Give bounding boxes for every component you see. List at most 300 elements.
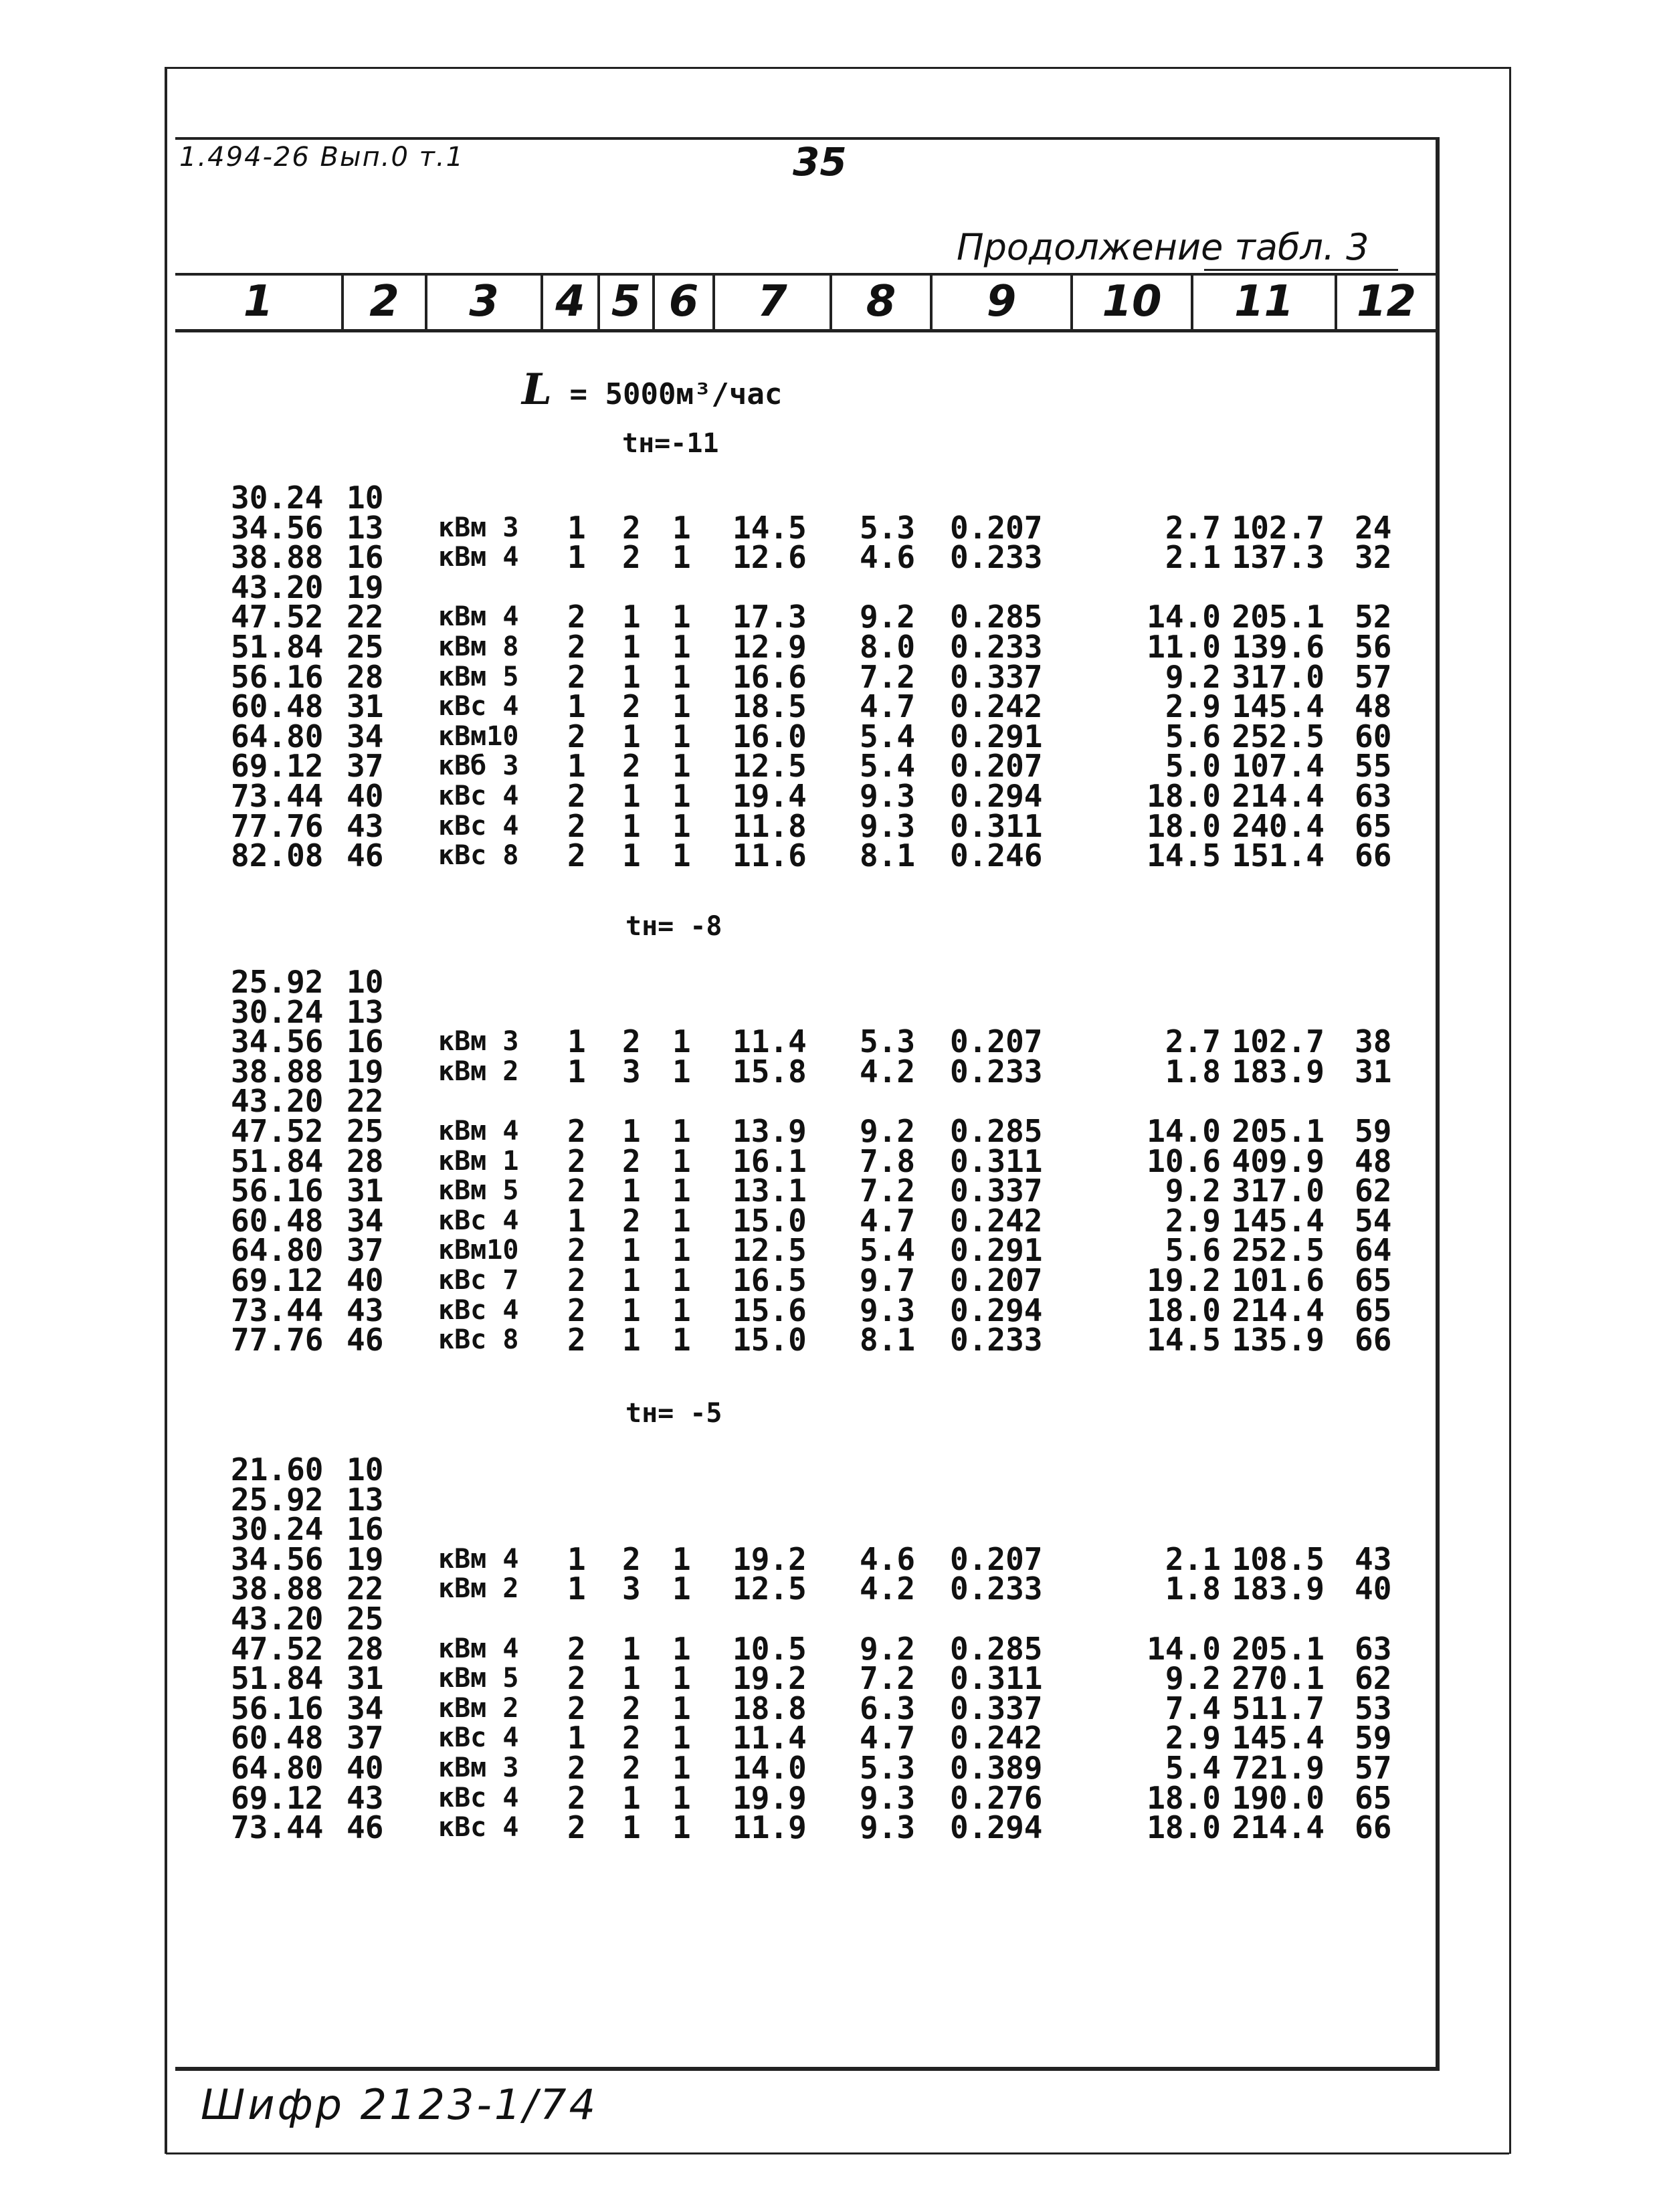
table-cell-col-4: 2	[567, 1779, 586, 1816]
table-cell-col-6: 1	[672, 1232, 691, 1269]
table-cell-col-6: 1	[672, 1142, 691, 1179]
column-number-8: 8	[866, 277, 896, 326]
table-cell-col-12: 48	[1355, 688, 1392, 725]
table-row	[0, 1481, 1659, 1518]
table-cell-col-4: 2	[567, 1750, 586, 1786]
table-cell-col-1: 51.84	[231, 1142, 324, 1179]
table-cell-col-2: 13	[347, 1481, 384, 1518]
table-cell-col-10: 2.7	[1165, 509, 1221, 546]
table-cell-col-3: кВс 8	[438, 1324, 519, 1356]
table-cell-col-1: 60.48	[231, 688, 324, 725]
table-cell-col-12: 57	[1355, 1750, 1392, 1786]
table-cell-col-10: 2.1	[1165, 539, 1221, 576]
table-cell-col-9: 0.291	[950, 718, 1043, 755]
table-cell-col-5: 2	[622, 1690, 641, 1726]
table-cell-col-5: 2	[622, 509, 641, 546]
table-cell-col-8: 4.2	[860, 1571, 916, 1607]
table-cell-col-11: 214.4	[1232, 1292, 1325, 1328]
table-cell-col-2: 31	[347, 1660, 384, 1697]
table-cell-col-10: 9.2	[1165, 658, 1221, 695]
table-cell-col-12: 32	[1355, 539, 1392, 576]
table-cell-col-2: 16	[347, 1511, 384, 1548]
table-cell-col-5: 2	[622, 688, 641, 725]
column-number-11: 11	[1234, 277, 1294, 326]
table-cell-col-11: 721.9	[1232, 1750, 1325, 1786]
table-cell-col-5: 2	[622, 748, 641, 785]
table-row	[0, 1142, 1659, 1179]
table-cell-col-1: 60.48	[231, 1720, 324, 1756]
table-cell-col-6: 1	[672, 1660, 691, 1697]
table-cell-col-1: 56.16	[231, 1173, 324, 1209]
table-cell-col-9: 0.233	[950, 539, 1043, 576]
table-cell-col-5: 1	[622, 1262, 641, 1298]
table-cell-col-5: 1	[622, 658, 641, 695]
table-cell-col-7: 17.3	[733, 599, 807, 635]
table-cell-col-8: 4.7	[860, 1202, 916, 1239]
table-cell-col-7: 15.0	[733, 1322, 807, 1359]
table-cell-col-5: 2	[622, 1142, 641, 1179]
table-cell-col-11: 183.9	[1232, 1053, 1325, 1090]
table-cell-col-6: 1	[672, 509, 691, 546]
table-cell-col-8: 4.6	[860, 1540, 916, 1577]
table-row	[0, 1232, 1659, 1269]
table-cell-col-8: 4.6	[860, 539, 916, 576]
table-row	[0, 599, 1659, 635]
table-cell-col-9: 0.233	[950, 1053, 1043, 1090]
table-cell-col-10: 7.4	[1165, 1690, 1221, 1726]
table-cell-col-4: 2	[567, 1660, 586, 1697]
table-cell-col-10: 18.0	[1147, 1779, 1221, 1816]
table-cell-col-5: 2	[622, 1202, 641, 1239]
section-title-2: tн= -8	[625, 911, 722, 942]
table-cell-col-4: 2	[567, 1232, 586, 1269]
airflow-formula	[522, 365, 782, 415]
table-cell-col-12: 53	[1355, 1690, 1392, 1726]
column-number-4: 4	[555, 277, 585, 326]
table-cell-col-7: 14.5	[733, 509, 807, 546]
table-cell-col-5: 1	[622, 1113, 641, 1149]
table-cell-col-3: кВм 2	[438, 1055, 519, 1087]
table-cell-col-8: 4.2	[860, 1053, 916, 1090]
table-cell-col-1: 47.52	[231, 1630, 324, 1667]
table-cell-col-6: 1	[672, 1292, 691, 1328]
table-cell-col-9: 0.246	[950, 837, 1043, 874]
table-cell-col-10: 2.7	[1165, 1023, 1221, 1060]
table-cell-col-8: 9.2	[860, 1113, 916, 1149]
table-cell-col-6: 1	[672, 599, 691, 635]
table-row	[0, 1750, 1659, 1786]
column-number-12: 12	[1356, 277, 1417, 326]
table-cell-col-11: 409.9	[1232, 1142, 1325, 1179]
table-cell-col-7: 16.0	[733, 718, 807, 755]
table-cell-col-6: 1	[672, 748, 691, 785]
table-cell-col-8: 9.2	[860, 599, 916, 635]
table-cell-col-6: 1	[672, 629, 691, 665]
table-cell-col-9: 0.233	[950, 629, 1043, 665]
table-cell-col-10: 5.6	[1165, 1232, 1221, 1269]
table-cell-col-10: 11.0	[1147, 629, 1221, 665]
table-cell-col-8: 9.7	[860, 1262, 916, 1298]
table-cell-col-9: 0.207	[950, 1540, 1043, 1577]
table-cell-col-4: 1	[567, 539, 586, 576]
table-cell-col-10: 14.0	[1147, 1630, 1221, 1667]
table-cell-col-5: 1	[622, 837, 641, 874]
frame-bottom-inner	[175, 2067, 1440, 2071]
table-cell-col-6: 1	[672, 807, 691, 844]
table-cell-col-7: 19.2	[733, 1660, 807, 1697]
table-cell-col-1: 64.80	[231, 1232, 324, 1269]
table-cell-col-6: 1	[672, 718, 691, 755]
table-cell-col-8: 8.0	[860, 629, 916, 665]
section-title-3: tн= -5	[625, 1398, 722, 1429]
table-cell-col-11: 183.9	[1232, 1571, 1325, 1607]
table-cell-col-9: 0.233	[950, 1322, 1043, 1359]
table-row	[0, 993, 1659, 1030]
table-cell-col-1: 25.92	[231, 1481, 324, 1518]
table-cell-col-4: 2	[567, 837, 586, 874]
table-cell-col-3: кВм 3	[438, 1752, 519, 1783]
table-cell-col-8: 9.3	[860, 1809, 916, 1846]
table-cell-col-11: 240.4	[1232, 807, 1325, 844]
table-cell-col-2: 46	[347, 837, 384, 874]
table-cell-col-9: 0.389	[950, 1750, 1043, 1786]
table-cell-col-4: 2	[567, 1262, 586, 1298]
table-cell-col-8: 5.4	[860, 1232, 916, 1269]
table-cell-col-12: 66	[1355, 1809, 1392, 1846]
table-cell-col-4: 1	[567, 509, 586, 546]
frame-bottom-outer	[166, 2152, 1509, 2154]
table-cell-col-2: 10	[347, 1451, 384, 1488]
table-cell-col-7: 12.6	[733, 539, 807, 576]
table-cell-col-8: 5.4	[860, 748, 916, 785]
table-cell-col-7: 13.9	[733, 1113, 807, 1149]
table-cell-col-3: кВс 4	[438, 1782, 519, 1813]
table-cell-col-12: 65	[1355, 1292, 1392, 1328]
table-cell-col-9: 0.233	[950, 1571, 1043, 1607]
table-cell-col-4: 1	[567, 1023, 586, 1060]
table-cell-col-1: 56.16	[231, 658, 324, 695]
table-cell-col-6: 1	[672, 1750, 691, 1786]
table-cell-col-7: 12.5	[733, 1232, 807, 1269]
table-cell-col-6: 1	[672, 837, 691, 874]
table-cell-col-11: 108.5	[1232, 1540, 1325, 1577]
formula-symbol: L	[522, 365, 552, 415]
table-cell-col-2: 31	[347, 1173, 384, 1209]
table-cell-col-9: 0.294	[950, 1809, 1043, 1846]
table-cell-col-2: 19	[347, 569, 384, 605]
table-cell-col-5: 2	[622, 1750, 641, 1786]
table-cell-col-3: кВм 4	[438, 601, 519, 633]
table-cell-col-10: 9.2	[1165, 1173, 1221, 1209]
table-row	[0, 1630, 1659, 1667]
table-cell-col-3: кВм 4	[438, 1116, 519, 1146]
table-cell-col-1: 51.84	[231, 629, 324, 665]
table-cell-col-11: 101.6	[1232, 1262, 1325, 1298]
table-cell-col-3: кВм 5	[438, 1175, 519, 1207]
table-cell-col-3: кВс 4	[438, 1205, 519, 1236]
table-cell-col-3: кВм10	[438, 1235, 519, 1266]
table-row	[0, 539, 1659, 576]
table-row	[0, 1690, 1659, 1726]
table-cell-col-1: 30.24	[231, 1511, 324, 1548]
table-cell-col-12: 59	[1355, 1113, 1392, 1149]
table-cell-col-3: кВс 4	[438, 1294, 519, 1326]
table-cell-col-5: 2	[622, 1540, 641, 1577]
table-cell-col-9: 0.207	[950, 1262, 1043, 1298]
table-cell-col-7: 11.4	[733, 1720, 807, 1756]
table-cell-col-4: 1	[567, 688, 586, 725]
table-cell-col-2: 43	[347, 1292, 384, 1328]
table-row	[0, 1262, 1659, 1298]
table-cell-col-10: 5.4	[1165, 1750, 1221, 1786]
frame-top-outer	[165, 67, 1509, 69]
table-cell-col-10: 1.8	[1165, 1053, 1221, 1090]
table-cell-col-9: 0.242	[950, 1202, 1043, 1239]
table-cell-col-1: 43.20	[231, 569, 324, 605]
table-cell-col-9: 0.207	[950, 509, 1043, 546]
table-cell-col-10: 2.9	[1165, 1720, 1221, 1756]
column-number-1: 1	[243, 277, 274, 326]
table-cell-col-8: 7.2	[860, 1173, 916, 1209]
table-cell-col-10: 9.2	[1165, 1660, 1221, 1697]
table-cell-col-2: 10	[347, 964, 384, 1000]
table-row	[0, 778, 1659, 814]
table-cell-col-4: 2	[567, 1322, 586, 1359]
table-cell-col-5: 3	[622, 1053, 641, 1090]
table-cell-col-10: 1.8	[1165, 1571, 1221, 1607]
table-cell-col-7: 16.5	[733, 1262, 807, 1298]
table-cell-col-5: 1	[622, 718, 641, 755]
table-cell-col-1: 56.16	[231, 1690, 324, 1726]
table-cell-col-1: 43.20	[231, 1083, 324, 1120]
column-number-7: 7	[757, 277, 787, 326]
table-cell-col-7: 19.4	[733, 778, 807, 814]
table-row	[0, 1451, 1659, 1488]
table-cell-col-7: 16.6	[733, 658, 807, 695]
table-cell-col-11: 252.5	[1232, 1232, 1325, 1269]
table-cell-col-6: 1	[672, 658, 691, 695]
table-cell-col-4: 2	[567, 1142, 586, 1179]
table-cell-col-9: 0.242	[950, 1720, 1043, 1756]
table-cell-col-1: 38.88	[231, 539, 324, 576]
table-row	[0, 1322, 1659, 1359]
table-cell-col-5: 1	[622, 599, 641, 635]
table-cell-col-1: 69.12	[231, 1779, 324, 1816]
table-cell-col-5: 1	[622, 629, 641, 665]
table-cell-col-10: 5.0	[1165, 748, 1221, 785]
table-cell-col-1: 51.84	[231, 1660, 324, 1697]
table-cell-col-6: 1	[672, 1202, 691, 1239]
table-cell-col-2: 46	[347, 1322, 384, 1359]
table-cell-col-12: 59	[1355, 1720, 1392, 1756]
table-row	[0, 1113, 1659, 1149]
table-cell-col-10: 2.9	[1165, 688, 1221, 725]
table-cell-col-9: 0.311	[950, 1660, 1043, 1697]
table-cell-col-1: 64.80	[231, 718, 324, 755]
table-row	[0, 1660, 1659, 1697]
table-cell-col-7: 12.5	[733, 748, 807, 785]
table-cell-col-8: 9.3	[860, 778, 916, 814]
table-cell-col-5: 1	[622, 1779, 641, 1816]
table-cell-col-8: 5.4	[860, 718, 916, 755]
table-cell-col-3: кВб 3	[438, 750, 519, 782]
table-cell-col-4: 2	[567, 1809, 586, 1846]
table-cell-col-2: 16	[347, 1023, 384, 1060]
table-cell-col-2: 13	[347, 993, 384, 1030]
table-cell-col-2: 40	[347, 778, 384, 814]
table-cell-col-11: 214.4	[1232, 1809, 1325, 1846]
table-cell-col-2: 46	[347, 1809, 384, 1846]
table-cell-col-7: 12.5	[733, 1571, 807, 1607]
table-cell-col-5: 1	[622, 1232, 641, 1269]
table-row	[0, 688, 1659, 725]
table-cell-col-7: 13.1	[733, 1173, 807, 1209]
table-cell-col-1: 69.12	[231, 1262, 324, 1298]
table-cell-col-10: 14.0	[1147, 599, 1221, 635]
table-cell-col-2: 34	[347, 1690, 384, 1726]
table-cell-col-4: 1	[567, 1202, 586, 1239]
table-cell-col-3: кВм 8	[438, 631, 519, 662]
table-cell-col-3: кВс 4	[438, 810, 519, 841]
table-cell-col-1: 73.44	[231, 1292, 324, 1328]
table-cell-col-12: 40	[1355, 1571, 1392, 1607]
table-cell-col-4: 2	[567, 658, 586, 695]
table-row	[0, 1571, 1659, 1607]
table-cell-col-7: 18.5	[733, 688, 807, 725]
table-cell-col-2: 13	[347, 509, 384, 546]
table-cell-col-12: 63	[1355, 778, 1392, 814]
table-row	[0, 629, 1659, 665]
table-cell-col-8: 8.1	[860, 837, 916, 874]
table-row	[0, 748, 1659, 785]
table-cell-col-3: кВм 3	[438, 1026, 519, 1058]
table-cell-col-10: 14.0	[1147, 1113, 1221, 1149]
table-cell-col-9: 0.294	[950, 1292, 1043, 1328]
table-cell-col-12: 48	[1355, 1142, 1392, 1179]
table-row	[0, 1601, 1659, 1637]
table-cell-col-9: 0.285	[950, 1630, 1043, 1667]
table-cell-col-5: 1	[622, 778, 641, 814]
table-cell-col-1: 21.60	[231, 1451, 324, 1488]
table-cell-col-6: 1	[672, 1809, 691, 1846]
table-cell-col-9: 0.291	[950, 1232, 1043, 1269]
table-cell-col-2: 22	[347, 1571, 384, 1607]
table-row	[0, 1053, 1659, 1090]
table-cell-col-8: 4.7	[860, 688, 916, 725]
table-cell-col-4: 1	[567, 1540, 586, 1577]
table-cell-col-6: 1	[672, 778, 691, 814]
table-cell-col-2: 28	[347, 1630, 384, 1667]
table-cell-col-2: 40	[347, 1750, 384, 1786]
table-cell-col-5: 1	[622, 807, 641, 844]
table-cell-col-8: 7.2	[860, 658, 916, 695]
table-cell-col-10: 5.6	[1165, 718, 1221, 755]
table-row	[0, 718, 1659, 755]
table-cell-col-12: 43	[1355, 1540, 1392, 1577]
table-row	[0, 1083, 1659, 1120]
table-cell-col-12: 55	[1355, 748, 1392, 785]
table-cell-col-8: 9.3	[860, 1779, 916, 1816]
table-cell-col-9: 0.337	[950, 658, 1043, 695]
table-cell-col-12: 65	[1355, 1779, 1392, 1816]
table-cell-col-3: кВм10	[438, 720, 519, 752]
table-cell-col-5: 2	[622, 539, 641, 576]
table-cell-col-1: 69.12	[231, 748, 324, 785]
table-cell-col-7: 10.5	[733, 1630, 807, 1667]
table-cell-col-11: 252.5	[1232, 718, 1325, 755]
table-cell-col-3: кВм 4	[438, 1543, 519, 1575]
table-cell-col-12: 56	[1355, 629, 1392, 665]
table-cell-col-8: 5.3	[860, 509, 916, 546]
table-cell-col-12: 64	[1355, 1232, 1392, 1269]
table-cell-col-2: 19	[347, 1540, 384, 1577]
table-cell-col-2: 34	[347, 1202, 384, 1239]
table-cell-col-7: 12.9	[733, 629, 807, 665]
table-cell-col-4: 1	[567, 1053, 586, 1090]
table-cell-col-11: 151.4	[1232, 837, 1325, 874]
table-cell-col-11: 145.4	[1232, 688, 1325, 725]
table-cell-col-3: кВс 7	[438, 1265, 519, 1296]
table-cell-col-9: 0.285	[950, 599, 1043, 635]
table-cell-col-11: 135.9	[1232, 1322, 1325, 1359]
table-row	[0, 807, 1659, 844]
table-cell-col-12: 54	[1355, 1202, 1392, 1239]
table-cell-col-3: кВм 4	[438, 1633, 519, 1664]
table-cell-col-5: 2	[622, 1023, 641, 1060]
table-cell-col-2: 19	[347, 1053, 384, 1090]
table-row	[0, 1202, 1659, 1239]
table-cell-col-11: 139.6	[1232, 629, 1325, 665]
table-cell-col-4: 2	[567, 1690, 586, 1726]
formula-value: = 5000м³/час	[569, 377, 783, 411]
table-cell-col-9: 0.337	[950, 1690, 1043, 1726]
table-cell-col-11: 214.4	[1232, 778, 1325, 814]
table-cell-col-1: 47.52	[231, 599, 324, 635]
table-cell-col-8: 9.2	[860, 1630, 916, 1667]
table-cell-col-6: 1	[672, 1720, 691, 1756]
column-number-6: 6	[668, 277, 699, 326]
table-cell-col-12: 63	[1355, 1630, 1392, 1667]
table-row	[0, 964, 1659, 1000]
table-cell-col-2: 43	[347, 1779, 384, 1816]
table-cell-col-8: 7.8	[860, 1142, 916, 1179]
table-cell-col-7: 15.8	[733, 1053, 807, 1090]
table-cell-col-1: 30.24	[231, 480, 324, 516]
table-cell-col-4: 2	[567, 599, 586, 635]
table-row	[0, 1511, 1659, 1548]
table-cell-col-7: 11.8	[733, 807, 807, 844]
table-cell-col-1: 34.56	[231, 509, 324, 546]
table-cell-col-3: кВм 2	[438, 1573, 519, 1605]
table-cell-col-1: 64.80	[231, 1750, 324, 1786]
table-cell-col-4: 2	[567, 1292, 586, 1328]
table-cell-col-2: 25	[347, 629, 384, 665]
table-cell-col-3: кВм 3	[438, 512, 519, 543]
page-number: 35	[793, 139, 847, 185]
document-cipher: Шифр 2123-1/74	[201, 2080, 599, 2129]
table-cell-col-12: 65	[1355, 807, 1392, 844]
table-cell-col-6: 1	[672, 1690, 691, 1726]
table-cell-col-10: 2.9	[1165, 1202, 1221, 1239]
table-cell-col-11: 137.3	[1232, 539, 1325, 576]
table-cell-col-6: 1	[672, 1262, 691, 1298]
table-cell-col-12: 52	[1355, 599, 1392, 635]
table-cell-col-10: 18.0	[1147, 778, 1221, 814]
table-cell-col-4: 2	[567, 1630, 586, 1667]
table-cell-col-2: 16	[347, 539, 384, 576]
table-cell-col-7: 18.8	[733, 1690, 807, 1726]
table-cell-col-2: 34	[347, 718, 384, 755]
